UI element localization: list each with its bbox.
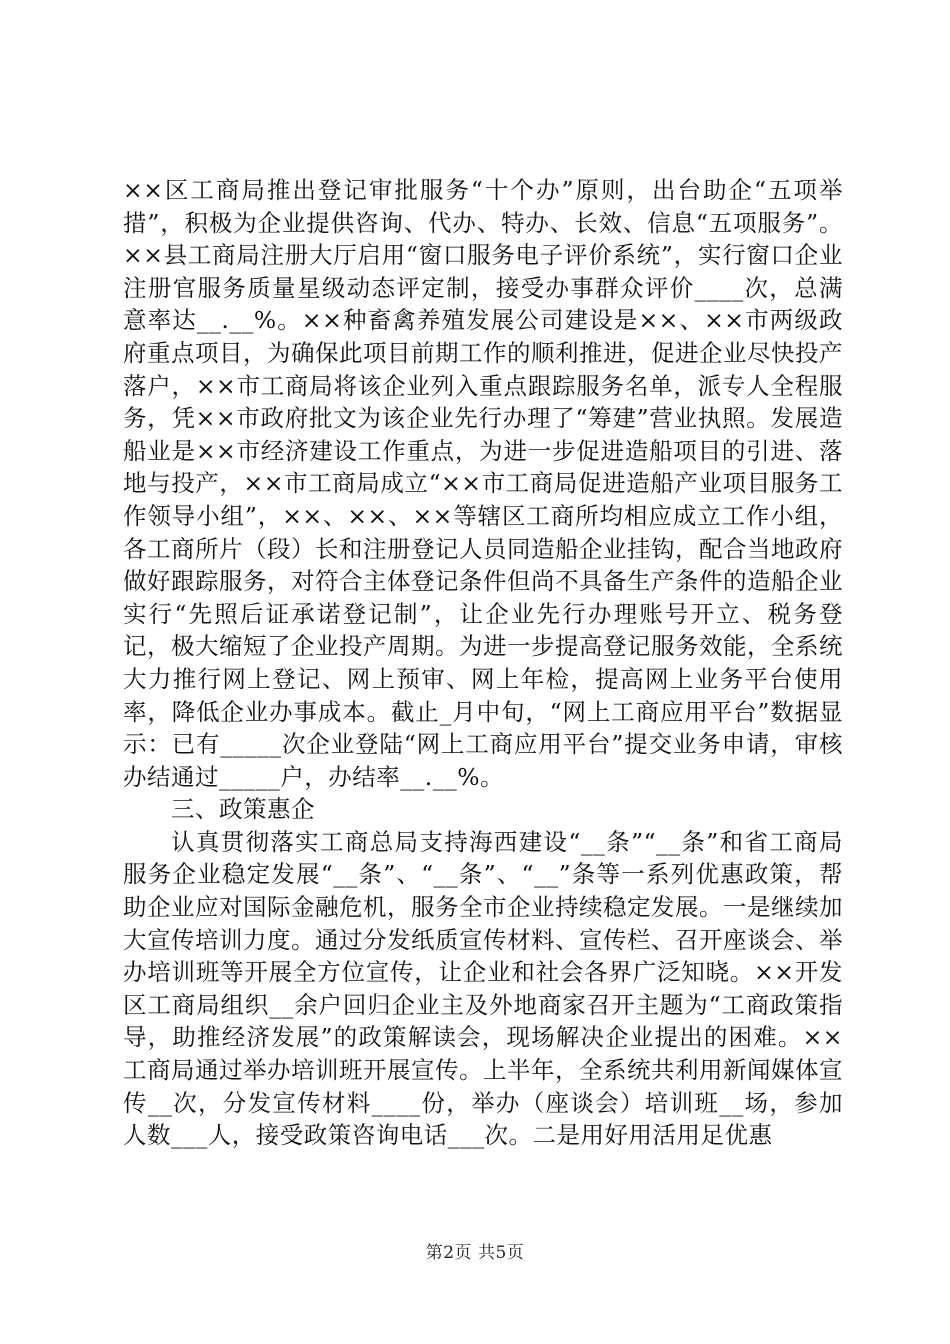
paragraph-registration-services: ××区工商局推出登记审批服务“十个办”原则，出台助企“五项举措”，积极为企业提供咨询、代办、特办、长效、信息“五项服务”。××县工商局注册大厅启用“窗口服务电子评价系统”，实行窗口企业注册官服务质量星级动态评定制，接受办事群众评价____次，总满意率达__.__%。××种畜禽养殖发展公司建设是××、××市两级政府重点项目，为确保此项目前期工作的顺利推进，促进企业尽快投产落户，××市工商局将该企业列入重点跟踪服务名单，派专人全程服务，凭××市政府批文为该企业先行办理了“筹建”营业执照。发展造船业是××市经济建设工作重点，为进一步促进造船项目的引进、落地与投产，××市工商局成立“××市工商局促进造船产业项目服务工作领导小组”，××、××、××等辖区工商所均相应成立工作小组，各工商所片（段）长和注册登记人员同造船企业挂钩，配合当地政府做好跟踪服务，对符合主体登记条件但尚不具备生产条件的造船企业实行“先照后证承诺登记制”，让企业先行办理账号开立、税务登记，极大缩短了企业投产周期。为进一步提高登记服务效能，全系统大力推行网上登记、网上预审、网上年检，提高网上业务平台使用率，降低企业办事成本。截止_月中旬，“网上工商应用平台”数据显示：已有_____次企业登陆“网上工商应用平台”提交业务申请，审核办结通过_____户，办结率__.__%。 xyxy=(123,176,843,791)
page-footer xyxy=(0,1238,950,1263)
section-heading-policy-benefits: 三、政策惠企 xyxy=(171,795,315,824)
paragraph-policy-implementation: 认真贯彻落实工商总局支持海西建设“__条”“__条”和省工商局服务企业稳定发展“__条”、“__条”、“__”条等一系列优惠政策，帮助企业应对国际金融危机，服务全市企业持续稳定发展。一是继续加大宣传培训力度。通过分发纸质宣传材料、宣传栏、召开座谈会、举办培训班等开展全方位宣传，让企业和社会各界广泛知晓。××开发区工商局组织__余户回归企业主及外地商家召开主题为“工商政策指导，助推经济发展”的政策解读会，现场解决企业提出的困难。××工商局通过举办培训班开展宣传。上半年，全系统共利用新闻媒体宣传__次，分发宣传材料____份，举办（座谈会）培训班__场，参加人数___人，接受政策咨询电话___次。二是用好用活用足优惠 xyxy=(123,827,843,1150)
page-number-indicator: 第2页 共5页 xyxy=(425,1243,525,1263)
document-body xyxy=(123,174,843,1152)
